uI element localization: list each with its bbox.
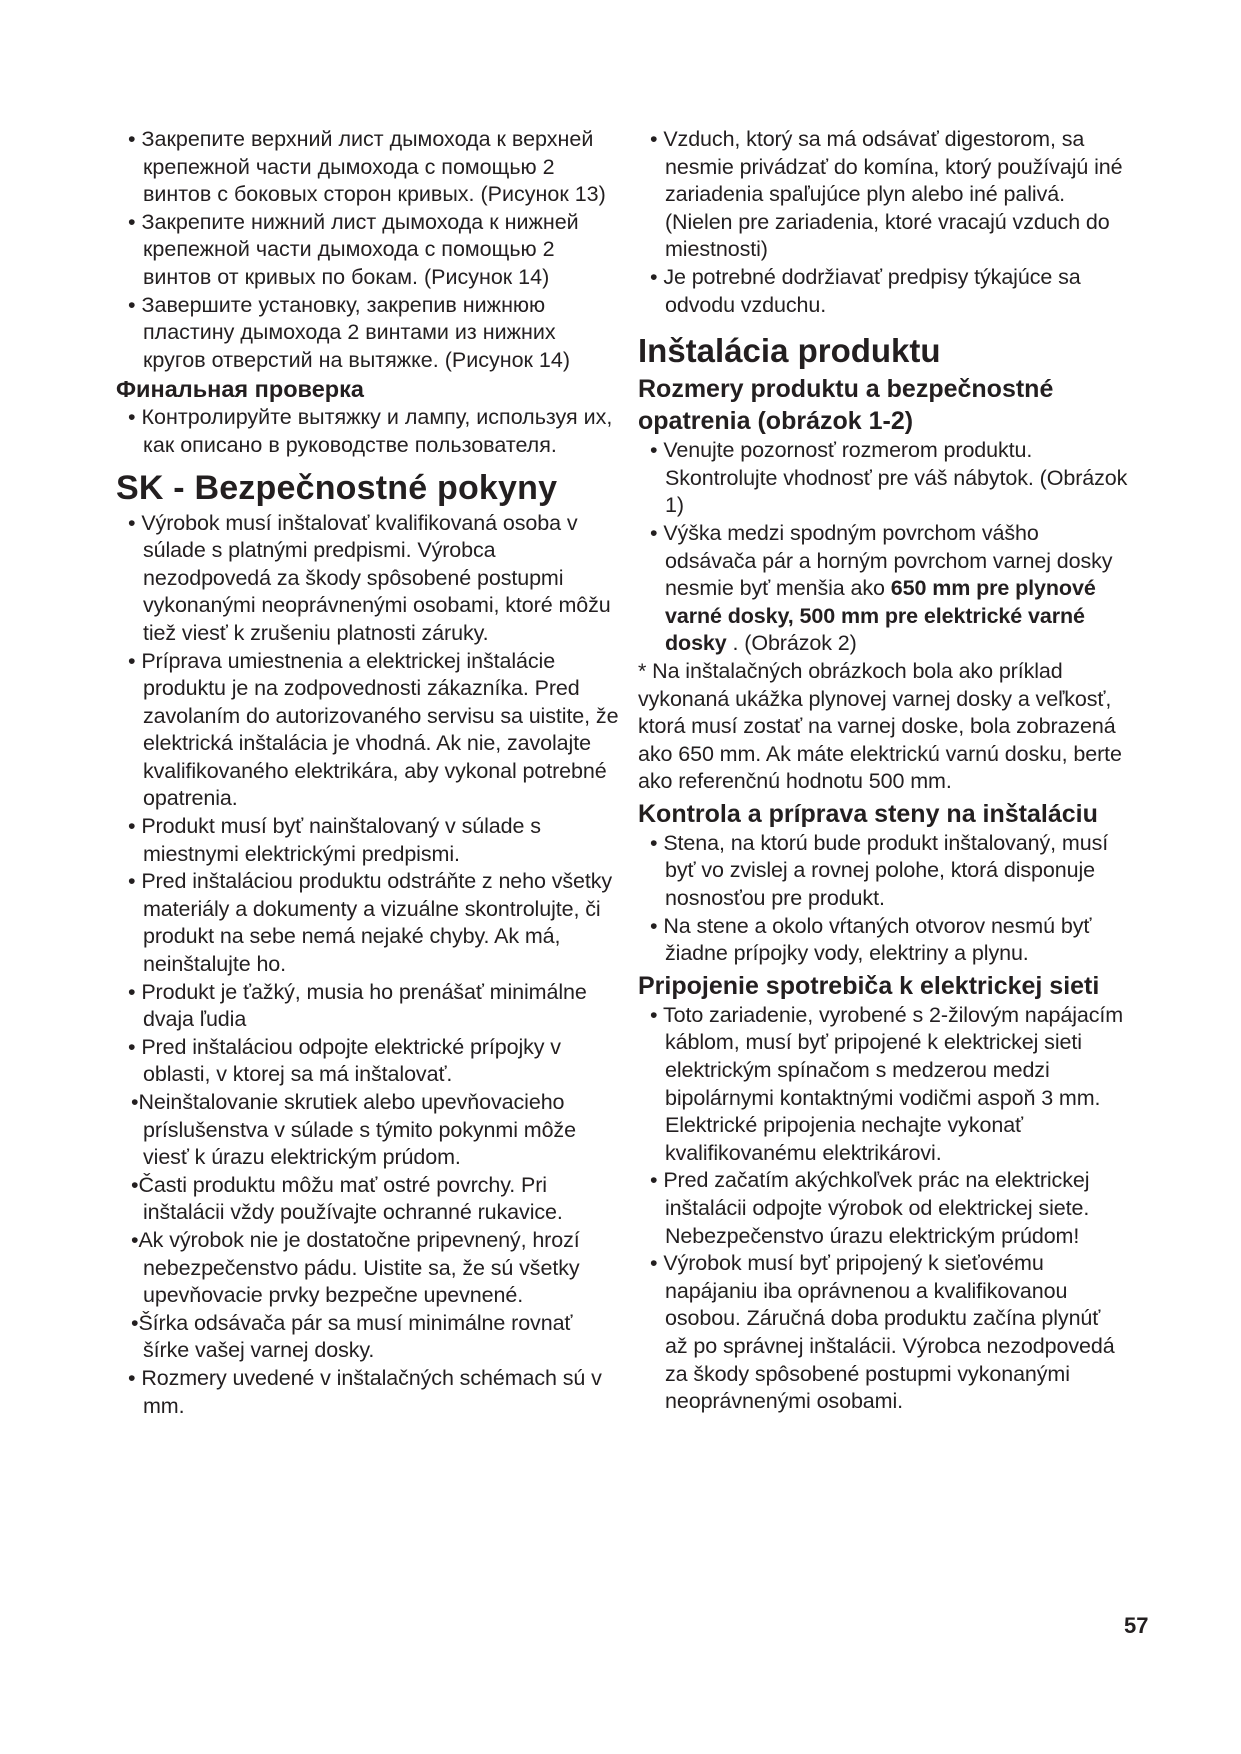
left-column [116,126,622,1420]
bullet-icon: • [128,127,136,151]
air-list [638,126,1128,319]
bullet-icon: • [650,438,658,463]
list-item: • Na stene a okolo vŕtaných otvorov nesmú byť žiadne prípojky vody, elektriny a plynu. [650,913,1092,966]
installation-note: * Na inštalačných obrázkoch bola ako príklad vykonaná ukážka plynovej varnej dosky a veľkosť, ktorá musí zostať na varnej doske, bola zobrazená ako 650 mm. Ak máte elektrickú varnú dosku, berte ako referenčnú hodnotu 500 mm. [638,658,1122,794]
dimensions-heading: Rozmery produktu a bezpečnostné opatrenia (obrázok 1-2) [638,375,1054,436]
wall-list [638,830,1128,968]
list-item: • Pred inštaláciou odpojte elektrické prípojky v oblasti, v ktorej sa má inštalovať. [128,1034,561,1087]
bullet-icon: • [128,1034,136,1059]
list-item: • Príprava umiestnenia a elektrickej inštalácie produktu je na zodpovednosti zákazníka. Pred zavolaním do autorizovaného servisu sa uistite, že elektrická inštalácia je vhodná. Ak nie, zavolajte kvalifikovaného elektrikára, aby vykonal potrebné opatrenia. [128,648,619,811]
bullet-icon: • [128,979,136,1004]
sk-safety-heading: SK - Bezpečnostné pokyny [116,468,558,507]
wall-check-heading: Kontrola a príprava steny na inštaláciu [638,799,1098,828]
bullet-icon: • [131,1227,139,1252]
list-item: •Časti produktu môžu mať ostré povrchy. Pri inštalácii vždy používajte ochranné rukavice. [131,1172,563,1225]
hood-height-value: 650 mm pre plynové varné dosky, 500 mm pre elektrické varné dosky [665,576,1096,656]
list-item: • Закрепите нижний лист дымохода к нижней крепежной части дымохода с помощью 2 винтов от кривых по бокам. (Рисунок 14) [128,209,579,289]
bullet-icon: • [650,127,658,151]
bullet-icon: • [650,913,658,938]
electrical-list [638,1002,1128,1416]
ru-final-list [116,404,622,459]
list-item: • Stena, na ktorú bude produkt inštalovaný, musí byť vo zvislej a rovnej polohe, ktorá disponuje nosnosťou pre produkt. [650,830,1109,911]
bullet-icon: • [131,1172,139,1197]
bullet-icon: • [650,1251,658,1276]
list-item: • Pred inštaláciou produktu odstráňte z neho všetky materiály a dokumenty a vizuálne skontrolujte, či produkt na sebe nemá nejaké chyby. Ak má, neinštalujte ho. [128,869,613,977]
bullet-icon: • [128,209,136,234]
bullet-icon: • [128,814,136,839]
list-item: • Контролируйте вытяжку и лампу, используя их, как описано в руководстве пользователя. [128,405,613,457]
list-item: •Šírka odsávača pár sa musí minimálne rovnať šírke vašej varnej dosky. [131,1310,573,1363]
list-item: • Toto zariadenie, vyrobené s 2-žilovým napájacím káblom, musí byť pripojené k elektrickej sieti elektrickým spínačom s medzerou medzi bipolárnymi kontaktnými vodičmi aspoň 3 mm. Elektrické pripojenia nechajte vykonať kvalifikovanému elektrikárovi. [650,1002,1124,1165]
installation-heading: Inštalácia produktu [638,332,941,370]
list-item: •Ak výrobok nie je dostatočne pripevnený, hrozí nebezpečenstvo pádu. Uistite sa, že sú všetky upevňovacie prvky bezpečne upevnené. [131,1227,580,1308]
bullet-icon: • [650,1168,658,1193]
bullet-icon: • [650,264,658,289]
list-item: • Výrobok musí byť pripojený k sieťovému napájaniu iba oprávnenou a kvalifikovanou osobou. Záručná doba produktu začína plynúť až po správnej inštalácii. Výrobca nezodpovedá za škody spôsobené postupmi vykonanými neoprávnenými osobami. [650,1251,1115,1414]
list-item: • Výrobok musí inštalovať kvalifikovaná osoba v súlade s platnými predpismi. Výrobca nezodpovedá za škody spôsobené postupmi vykonanými neoprávnenými osobami, ktoré môžu tiež viesť k zrušeniu platnosti záruky. [128,510,611,645]
bullet-icon: • [128,869,136,894]
bullet-icon: • [131,1090,139,1114]
final-check-heading: Финальная проверка [116,376,364,403]
bullet-icon: • [650,1002,658,1027]
list-item: • Закрепите верхний лист дымохода к верхней крепежной части дымохода с помощью 2 винтов с боковых сторон кривых. (Рисунок 13) [128,127,606,207]
list-item: • Je potrebné dodržiavať predpisy týkajúce sa odvodu vzduchu. [650,264,1081,317]
list-item: • Venujte pozornosť rozmerom produktu. Skontrolujte vhodnosť pre váš nábytok. (Obrázok 1) [650,438,1128,518]
page-number: 57 [1124,1613,1149,1638]
electrical-heading: Pripojenie spotrebiča k elektrickej sieti [638,971,1100,1000]
list-item: • Vzduch, ktorý sa má odsávať digestorom, sa nesmie privádzať do komína, ktorý používajú iné zariadenia spaľujúce plyn alebo iné palivá. (Nielen pre zariadenia, ktoré vracajú vzduch do miestnosti) [650,127,1123,262]
list-item: • Produkt musí byť nainštalovaný v súlade s miestnymi elektrickými predpismi. [128,814,541,866]
list-item: • Завершите установку, закрепив нижнюю пластину дымохода 2 винтами из нижних кругов отверстий на вытяжке. (Рисунок 14) [128,292,571,372]
list-item: • Rozmery uvedené v inštalačných schémach sú v mm. [128,1365,602,1418]
bullet-icon: • [650,520,658,545]
bullet-icon: • [650,830,658,855]
bullet-icon: • [128,648,136,673]
list-item: • Výška medzi spodným povrchom vášho odsávača pár a horným povrchom varnej dosky nesmie byť menšia ako 650 mm pre plynové varné dosky, 500 mm pre elektrické varné dosky . (Obrázok 2) [650,520,1113,656]
bullet-icon: • [128,1365,136,1390]
bullet-icon: • [131,1310,139,1335]
dimensions-list [638,437,1128,658]
right-column [638,126,1128,1416]
bullet-icon: • [128,405,136,430]
sk-safety-list [116,510,622,1421]
bullet-icon: • [128,510,136,535]
bullet-icon: • [128,292,136,317]
ru-list [116,126,622,374]
list-item: • Produkt je ťažký, musia ho prenášať minimálne dvaja ľudia [128,979,587,1032]
list-item: • Pred začatím akýchkoľvek prác na elektrickej inštalácii odpojte výrobok od elektrickej siete. Nebezpečenstvo úrazu elektrickým prúdom! [650,1168,1090,1248]
list-item: •Neinštalovanie skrutiek alebo upevňovacieho príslušenstva v súlade s týmito pokynmi môže viesť k úrazu elektrickým prúdom. [131,1090,576,1170]
